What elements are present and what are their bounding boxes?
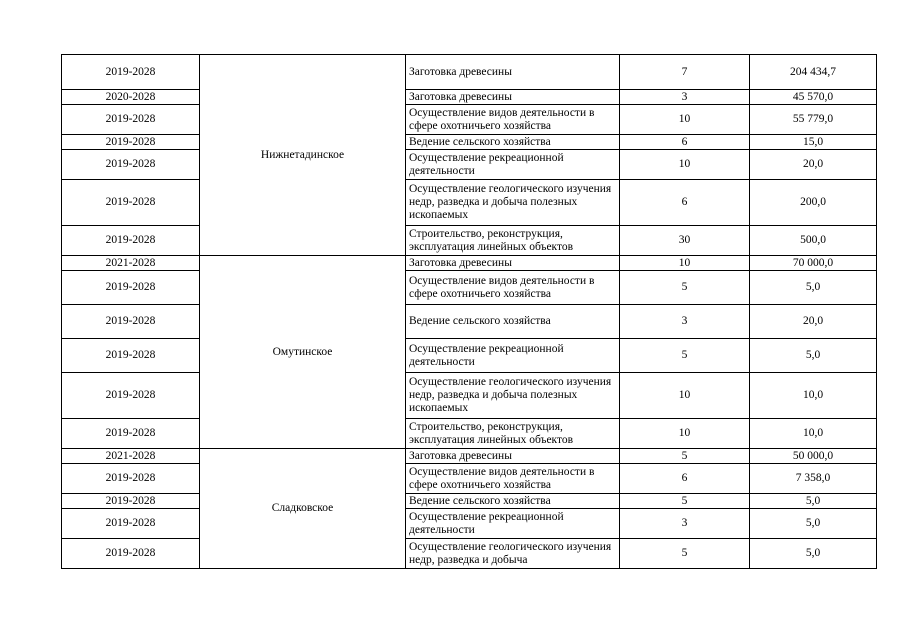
district-cell: Омутинское: [200, 256, 406, 449]
period-cell: 2019-2028: [62, 271, 200, 305]
count-cell: 3: [620, 90, 750, 105]
volume-cell: 15,0: [750, 135, 877, 150]
period-cell: 2021-2028: [62, 449, 200, 464]
count-cell: 10: [620, 150, 750, 180]
activity-cell: Осуществление геологического изучения недр, разведка и добыча полезных ископаемых: [406, 373, 620, 419]
volume-cell: 10,0: [750, 373, 877, 419]
activity-cell: Осуществление рекреационной деятельности: [406, 509, 620, 539]
activity-cell: Ведение сельского хозяйства: [406, 305, 620, 339]
forestry-table: [61, 54, 877, 569]
activity-cell: Осуществление рекреационной деятельности: [406, 150, 620, 180]
volume-cell: 20,0: [750, 305, 877, 339]
volume-cell: 500,0: [750, 226, 877, 256]
period-cell: 2019-2028: [62, 226, 200, 256]
table-row: [62, 305, 877, 339]
volume-cell: 5,0: [750, 509, 877, 539]
activity-cell: Заготовка древесины: [406, 90, 620, 105]
count-cell: 5: [620, 494, 750, 509]
volume-cell: 10,0: [750, 419, 877, 449]
volume-cell: 5,0: [750, 339, 877, 373]
table-row: [62, 135, 877, 150]
volume-cell: 200,0: [750, 180, 877, 226]
table-row: [62, 464, 877, 494]
period-cell: 2019-2028: [62, 150, 200, 180]
count-cell: 6: [620, 464, 750, 494]
activity-cell: Осуществление видов деятельности в сфере охотничьего хозяйства: [406, 271, 620, 305]
period-cell: 2020-2028: [62, 90, 200, 105]
activity-cell: Строительство, реконструкция, эксплуатация линейных объектов: [406, 226, 620, 256]
table-row: [62, 449, 877, 464]
period-cell: 2019-2028: [62, 464, 200, 494]
activity-cell: Осуществление видов деятельности в сфере охотничьего хозяйства: [406, 464, 620, 494]
volume-cell: 204 434,7: [750, 55, 877, 90]
period-cell: 2019-2028: [62, 55, 200, 90]
volume-cell: 5,0: [750, 539, 877, 569]
activity-cell: Ведение сельского хозяйства: [406, 135, 620, 150]
count-cell: 7: [620, 55, 750, 90]
period-cell: 2019-2028: [62, 180, 200, 226]
volume-cell: 5,0: [750, 271, 877, 305]
period-cell: 2019-2028: [62, 105, 200, 135]
volume-cell: 5,0: [750, 494, 877, 509]
count-cell: 5: [620, 271, 750, 305]
activity-cell: Ведение сельского хозяйства: [406, 494, 620, 509]
table-row: [62, 271, 877, 305]
count-cell: 5: [620, 339, 750, 373]
table-row: [62, 339, 877, 373]
period-cell: 2019-2028: [62, 135, 200, 150]
count-cell: 3: [620, 305, 750, 339]
table-row: [62, 494, 877, 509]
table-row: [62, 373, 877, 419]
activity-cell: Осуществление геологического изучения недр, разведка и добыча: [406, 539, 620, 569]
activity-cell: Заготовка древесины: [406, 256, 620, 271]
period-cell: 2019-2028: [62, 339, 200, 373]
table-row: [62, 180, 877, 226]
count-cell: 10: [620, 105, 750, 135]
count-cell: 6: [620, 135, 750, 150]
activity-cell: Строительство, реконструкция, эксплуатация линейных объектов: [406, 419, 620, 449]
period-cell: 2021-2028: [62, 256, 200, 271]
district-cell: Нижнетадинское: [200, 55, 406, 256]
period-cell: 2019-2028: [62, 494, 200, 509]
volume-cell: 20,0: [750, 150, 877, 180]
activity-cell: Осуществление видов деятельности в сфере охотничьего хозяйства: [406, 105, 620, 135]
count-cell: 30: [620, 226, 750, 256]
period-cell: 2019-2028: [62, 539, 200, 569]
count-cell: 5: [620, 539, 750, 569]
count-cell: 10: [620, 256, 750, 271]
activity-cell: Осуществление геологического изучения недр, разведка и добыча полезных ископаемых: [406, 180, 620, 226]
volume-cell: 50 000,0: [750, 449, 877, 464]
volume-cell: 7 358,0: [750, 464, 877, 494]
table-row: [62, 90, 877, 105]
count-cell: 3: [620, 509, 750, 539]
table-row: [62, 226, 877, 256]
volume-cell: 45 570,0: [750, 90, 877, 105]
count-cell: 10: [620, 419, 750, 449]
volume-cell: 70 000,0: [750, 256, 877, 271]
activity-cell: Осуществление рекреационной деятельности: [406, 339, 620, 373]
period-cell: 2019-2028: [62, 373, 200, 419]
activity-cell: Заготовка древесины: [406, 55, 620, 90]
period-cell: 2019-2028: [62, 419, 200, 449]
volume-cell: 55 779,0: [750, 105, 877, 135]
table-row: [62, 539, 877, 569]
table-row: [62, 256, 877, 271]
table-row: [62, 150, 877, 180]
table-row: [62, 419, 877, 449]
table-row: [62, 105, 877, 135]
district-cell: Сладковское: [200, 449, 406, 569]
activity-cell: Заготовка древесины: [406, 449, 620, 464]
period-cell: 2019-2028: [62, 509, 200, 539]
count-cell: 10: [620, 373, 750, 419]
count-cell: 6: [620, 180, 750, 226]
count-cell: 5: [620, 449, 750, 464]
table-row: [62, 509, 877, 539]
table-row: [62, 55, 877, 90]
period-cell: 2019-2028: [62, 305, 200, 339]
